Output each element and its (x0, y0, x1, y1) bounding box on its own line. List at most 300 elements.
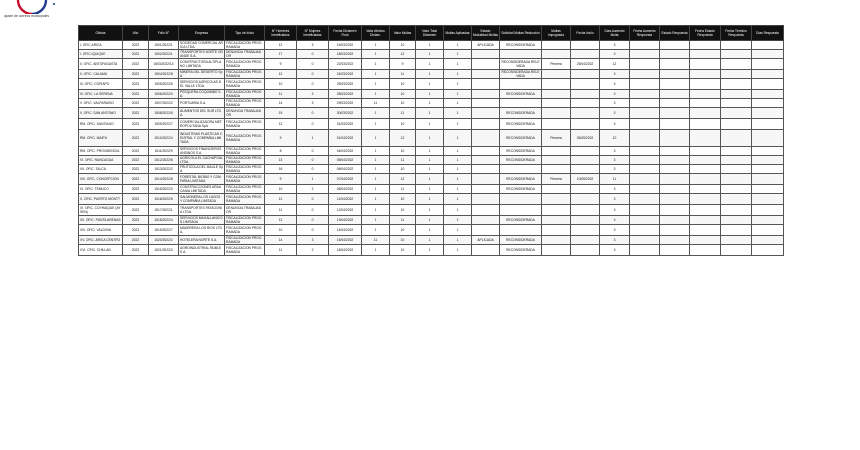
table-cell: 3 (600, 216, 630, 225)
table-cell (752, 236, 784, 245)
table-cell (571, 79, 600, 90)
table-cell (721, 225, 752, 236)
table-cell (500, 50, 542, 59)
table-cell: 2 (297, 245, 329, 256)
table-cell: 0 (297, 216, 329, 225)
table-cell: 1 (362, 119, 390, 130)
table-cell: 9 (265, 59, 297, 70)
table-cell (472, 79, 500, 90)
column-header: Estado Modalidad Multas (472, 26, 500, 41)
table-cell: 3 (600, 205, 630, 216)
table-cell: RECONSIDERADA RELEVADA (501, 60, 540, 68)
table-cell: 1520/2022/2 (149, 236, 179, 245)
table-cell (660, 50, 690, 59)
table-cell (472, 130, 500, 147)
table-cell: 18/04/2022 (329, 245, 362, 256)
table-cell: VI. OFIC. RANCAGUA (79, 156, 123, 165)
table-cell: FORESTAL BIOBIO Y COMPAÑIA LIMITADA (179, 174, 225, 185)
table-cell: 1 (416, 216, 444, 225)
table-cell: 1504/2022/8 (149, 70, 179, 79)
column-header: Solicitud Multas Reducción (500, 26, 542, 41)
table-cell: 1 (362, 79, 390, 90)
table-cell (752, 216, 784, 225)
table-cell: 14 (265, 236, 297, 245)
table-cell (690, 147, 721, 156)
table-cell (721, 165, 752, 174)
table-cell: 30/03/2022 (329, 108, 362, 119)
table-cell (500, 99, 542, 108)
table-cell (690, 216, 721, 225)
table-cell (721, 205, 752, 216)
table-cell (472, 156, 500, 165)
table-cell: FISCALIZACION PROGRAMADA (225, 216, 265, 225)
table-cell: 11 (390, 108, 416, 119)
table-row (79, 156, 784, 165)
table-cell (690, 70, 721, 79)
table-cell (721, 174, 752, 185)
table-cell: 29/03/2022 (329, 99, 362, 108)
table-cell (721, 90, 752, 99)
table-cell (690, 194, 721, 205)
table-cell: 1 (444, 119, 472, 130)
table-cell: 12 (390, 50, 416, 59)
table-cell: 31/03/2022 (329, 119, 362, 130)
column-header: Días Aumento Multa (600, 26, 630, 41)
table-cell: 01/04/2022 (329, 130, 362, 147)
table-cell: 1 (416, 50, 444, 59)
table-cell (721, 245, 752, 256)
table-cell: RECONSIDERADA (500, 185, 542, 194)
table-cell (690, 225, 721, 236)
table-cell (752, 205, 784, 216)
table-cell: RECONSIDERADA (500, 130, 542, 147)
table-cell: SOCIEDAD COMERCIAL ARICA LTDA. (180, 41, 223, 49)
table-cell: RECONSIDERADA (500, 90, 542, 99)
table-cell: 1 (362, 90, 390, 99)
table-cell: 1 (444, 225, 472, 236)
table-row (79, 194, 784, 205)
table-cell (660, 59, 690, 70)
table-cell (571, 194, 600, 205)
table-cell: 0 (297, 50, 329, 59)
table-cell: 15/03/2022 (329, 41, 362, 50)
table-cell (752, 156, 784, 165)
table-cell (752, 99, 784, 108)
table-cell: 3 (600, 41, 630, 50)
table-cell (660, 156, 690, 165)
column-header: N° Hombres beneficiados (265, 26, 297, 41)
table-cell: MINERA DEL DESIERTO SpA (179, 70, 225, 79)
table-cell: 1 (362, 50, 390, 59)
column-header: Valor Afectos Dictam. (362, 26, 390, 41)
table-cell (542, 50, 571, 59)
table-cell: RECONSIDERADA (500, 108, 542, 119)
table-cell: 2022 (123, 90, 149, 99)
table-cell: FISCALIZACION PROGRAMADA (225, 99, 265, 108)
column-header: Tipo de Inicio (225, 26, 265, 41)
table-cell: FISCALIZACION PROGRAMADA (225, 119, 265, 130)
table-cell: 07/04/2022 (329, 174, 362, 185)
table-cell: FISCALIZACION PROGRAMADA (225, 59, 265, 70)
table-cell: 11/04/2022 (329, 194, 362, 205)
table-cell: FISCALIZACION PROGRAMADA (225, 130, 265, 147)
table-cell: 2022 (123, 130, 149, 147)
table-cell: 3 (600, 147, 630, 156)
table-cell: 1 (416, 165, 444, 174)
table-cell: 12 (265, 216, 297, 225)
table-cell: 2022 (123, 147, 149, 156)
table-cell: 12 (265, 119, 297, 130)
table-cell (630, 70, 660, 79)
table-cell: 3 (600, 236, 630, 245)
table-cell: 10 (390, 245, 416, 256)
table-cell: RECONSIDERADA (500, 119, 542, 130)
table-cell (630, 147, 660, 156)
table-cell: 2022 (123, 205, 149, 216)
table-cell: 3 (297, 99, 329, 108)
table-cell: 3 (600, 185, 630, 194)
table-cell (571, 205, 600, 216)
table-cell: 10 (390, 79, 416, 90)
table-cell (660, 216, 690, 225)
table-cell: 1 (444, 194, 472, 205)
table-cell: 3 (297, 236, 329, 245)
table-cell (690, 174, 721, 185)
table-cell: 12 (390, 130, 416, 147)
table-cell (690, 205, 721, 216)
table-cell: 10 (600, 130, 630, 147)
table-cell: 14 (265, 99, 297, 108)
table-cell (472, 165, 500, 174)
table-cell: XVI. OFIC. CHILLAN (79, 245, 123, 256)
table-cell: 9 (265, 130, 297, 147)
table-row (79, 50, 784, 59)
table-cell: 15 (265, 108, 297, 119)
table-cell (542, 185, 571, 194)
table-cell: 10 (265, 185, 297, 194)
table-cell: 1 (444, 156, 472, 165)
header-tagline: ajuste de correos municipales (4, 14, 50, 18)
table-cell: 1 (362, 70, 390, 79)
table-cell: 0 (297, 119, 329, 130)
table-cell (752, 119, 784, 130)
table-cell (721, 156, 752, 165)
table-cell: 1501/2022/1 (149, 41, 179, 50)
table-cell: 28/03/2022 (329, 90, 362, 99)
table-cell: 3 (297, 90, 329, 99)
table-cell: 1 (416, 245, 444, 256)
table-cell: 18/03/2022 (329, 50, 362, 59)
table-cell: FISCALIZACION PROGRAMADA (225, 90, 265, 99)
table-cell: 12 (265, 70, 297, 79)
table-cell: 0 (297, 79, 329, 90)
table-cell: 0 (297, 205, 329, 216)
table-row (79, 216, 784, 225)
column-header: Valor Multas (390, 26, 416, 41)
table-cell: 1 (416, 119, 444, 130)
table-cell (630, 41, 660, 50)
column-header: Días Respuesta (752, 26, 784, 41)
table-cell (571, 147, 600, 156)
table-cell: 2022 (123, 119, 149, 130)
table-cell: 2022 (123, 50, 149, 59)
table-cell (721, 50, 752, 59)
table-cell: 1506/2022/3 (149, 90, 179, 99)
table-cell: 1 (297, 130, 329, 147)
table-cell (500, 79, 542, 90)
table-cell: 1 (362, 194, 390, 205)
table-cell: RECONSIDERADA (500, 216, 542, 225)
table-cell (630, 50, 660, 59)
table-cell: MADERERA LOS RIOS LTDA. (179, 225, 225, 236)
table-cell (571, 185, 600, 194)
table-cell: XI. OFIC. COYHAIQUE (AYSEN) (80, 206, 121, 214)
table-cell (721, 99, 752, 108)
table-cell: VII. OFIC. TALCA (79, 165, 123, 174)
table-cell (660, 205, 690, 216)
table-cell: 1 (362, 185, 390, 194)
table-cell (660, 90, 690, 99)
table-cell (571, 225, 600, 236)
table-cell (660, 108, 690, 119)
table-cell: 1 (362, 41, 390, 50)
table-body (79, 41, 784, 256)
table-cell (630, 108, 660, 119)
table-cell: Primera (542, 174, 571, 185)
table-cell: AGROINDUSTRIAL ÑUBLE S.A. (179, 245, 225, 256)
column-header: Valor Total Dictamen (416, 26, 444, 41)
table-cell: FISCALIZACION PROGRAMADA (225, 225, 265, 236)
table-cell: 12 (265, 194, 297, 205)
table-cell: 1 (362, 205, 390, 216)
table-cell: 11 (390, 216, 416, 225)
table-cell: INDUSTRIAS PLASTICAS CENTRAL Y COMPAÑIA LIMITADA (179, 130, 225, 147)
table-cell: 2022 (123, 245, 149, 256)
table-cell (630, 79, 660, 90)
table-cell: V. OFIC. SAN ANTONIO (79, 108, 123, 119)
table-cell (721, 185, 752, 194)
table-cell: 1 (362, 108, 390, 119)
table-cell (472, 108, 500, 119)
table-cell (721, 70, 752, 79)
table-cell (660, 165, 690, 174)
table-cell (721, 130, 752, 147)
table-cell: 1 (362, 156, 390, 165)
table-cell (472, 174, 500, 185)
table-cell (542, 165, 571, 174)
table-cell (571, 70, 600, 79)
table-cell: 10 (390, 90, 416, 99)
table-cell: 1503/2022/14 (149, 59, 179, 70)
column-header: Fecha Término Respuesta (721, 26, 752, 41)
table-cell: FISCALIZACION PROGRAMADA (225, 185, 265, 194)
table-cell: 8 (265, 147, 297, 156)
table-cell: 1 (416, 225, 444, 236)
table-row (79, 174, 784, 185)
table-cell (571, 108, 600, 119)
table-cell: RECONSIDERADA (500, 245, 542, 256)
table-cell: 1 (444, 205, 472, 216)
table-cell (630, 185, 660, 194)
table-cell: 1 (444, 59, 472, 70)
table-cell (542, 119, 571, 130)
table-cell: 1507/2022/2 (149, 99, 179, 108)
table-cell: 0 (297, 59, 329, 70)
table-cell (752, 79, 784, 90)
table-cell: 1 (444, 70, 472, 79)
table-cell: 1515/2022/3 (149, 185, 179, 194)
table-cell: FISCALIZACION PROGRAMADA (225, 174, 265, 185)
table-cell: 0 (297, 194, 329, 205)
column-header: Estado Respuesta (660, 26, 690, 41)
table-cell: RECONSIDERADA (500, 41, 542, 50)
table-cell: PORTUARIA S.A. (179, 99, 225, 108)
table-row (79, 147, 784, 156)
table-cell: 1 (444, 108, 472, 119)
column-header: Fecha Inicio (571, 26, 600, 41)
table-cell: 1 (416, 185, 444, 194)
table-cell: RECONSIDERADA (500, 174, 542, 185)
table-cell (690, 156, 721, 165)
table-cell: 2022 (123, 194, 149, 205)
table-cell: 11 (390, 156, 416, 165)
table-cell: 16 (265, 165, 297, 174)
table-cell (571, 156, 600, 165)
table-cell: 1 (444, 99, 472, 108)
table-cell (542, 236, 571, 245)
table-cell: 10 (390, 194, 416, 205)
table-cell (752, 41, 784, 50)
table-cell: 10 (390, 41, 416, 50)
table-cell: 1511/2022/9 (149, 147, 179, 156)
table-cell (690, 165, 721, 174)
table-cell: 1 (416, 156, 444, 165)
table-cell: 2022 (123, 59, 149, 70)
table-cell: 2022 (123, 99, 149, 108)
table-cell: 1 (362, 147, 390, 156)
table-cell: 10 (390, 99, 416, 108)
table-cell: 1 (416, 130, 444, 147)
column-header: Oficina (79, 26, 123, 41)
table-cell: 2022 (123, 79, 149, 90)
table-cell (660, 79, 690, 90)
table-cell: APLICADA (472, 236, 500, 245)
table-cell (721, 119, 752, 130)
table-cell: 1 (416, 99, 444, 108)
table-cell: 3 (600, 156, 630, 165)
table-cell: 1 (362, 59, 390, 70)
table-cell (630, 205, 660, 216)
table-cell: 1521/2022/3 (149, 245, 179, 256)
table-cell: SERVICIOS AGRICOLAS DEL VALLE LTDA. (179, 79, 225, 90)
table-cell: 1 (362, 130, 390, 147)
table-cell (472, 216, 500, 225)
table-cell: 1 (444, 236, 472, 245)
table-cell: 0 (297, 108, 329, 119)
table-cell (472, 185, 500, 194)
table-cell (752, 70, 784, 79)
table-cell: 2022 (123, 156, 149, 165)
table-cell: 1 (444, 185, 472, 194)
table-cell (721, 216, 752, 225)
table-cell: 1 (444, 130, 472, 147)
table-cell: 25/03/2022 (329, 79, 362, 90)
table-cell: 1 (444, 79, 472, 90)
table-cell: 3 (600, 50, 630, 59)
table-cell: RM. OFIC. PROVIDENCIA (79, 147, 123, 156)
table-cell: 2022 (123, 185, 149, 194)
table-cell: 22/03/2022 (329, 59, 362, 70)
table-cell (690, 79, 721, 90)
table-cell: 25/04/2022 (571, 59, 600, 70)
table-cell: RM. OFIC. MAIPU (79, 130, 123, 147)
table-cell (752, 50, 784, 59)
table-cell: I. OFIC.ARICA (79, 41, 123, 50)
table-cell: II. OFIC. CALAMA (79, 70, 123, 79)
table-cell: 1 (416, 59, 444, 70)
table-cell (472, 50, 500, 59)
table-cell (630, 216, 660, 225)
table-cell: 1 (362, 225, 390, 236)
table-cell (752, 185, 784, 194)
table-cell: FISCALIZACION PROGRAMADA (225, 194, 265, 205)
table-cell: 10 (390, 225, 416, 236)
table-cell: 1 (416, 174, 444, 185)
table-cell: 08/04/2022 (329, 185, 362, 194)
table-cell: 1 (416, 205, 444, 216)
table-cell (571, 90, 600, 99)
table-cell: RECONSIDERADA RELEVADA (501, 70, 540, 78)
column-header: Multas Impugnada (542, 26, 571, 41)
table-cell: DENUNCIA TRABAJADOR (225, 205, 265, 216)
table-cell (542, 156, 571, 165)
table-cell (630, 99, 660, 108)
table-cell: 1 (444, 50, 472, 59)
table-cell (571, 245, 600, 256)
table-cell: III. OFIC. COPIAPO (79, 79, 123, 90)
table-cell: 1512/2022/6 (149, 156, 179, 165)
table-cell: 1 (416, 236, 444, 245)
table-cell (542, 216, 571, 225)
table-cell: 11 (390, 185, 416, 194)
table-row (79, 245, 784, 256)
column-header: N° Mujeres beneficiadas (297, 26, 329, 41)
table-row (79, 59, 784, 70)
table-cell (721, 236, 752, 245)
table-cell: FISCALIZACION PROGRAMADA (225, 245, 265, 256)
table-cell: COMERCIALIZADORA METROPOLITANA SpA (179, 119, 225, 130)
table-cell: TRANSPORTES PATAGONIA LTDA. (179, 205, 225, 216)
table-cell: 15/04/2022 (329, 236, 362, 245)
table-row (79, 205, 784, 216)
table-cell (542, 205, 571, 216)
table-cell: 1519/2022/7 (149, 225, 179, 236)
table-cell (472, 205, 500, 216)
table-cell (472, 119, 500, 130)
table-cell (660, 194, 690, 205)
table-row (79, 165, 784, 174)
table-cell: 1 (444, 165, 472, 174)
table-cell: 3 (600, 70, 630, 79)
table-cell (690, 130, 721, 147)
table-cell (500, 165, 542, 174)
table-cell: XIV. OFIC. VALDIVIA (79, 225, 123, 236)
table-cell: 1 (362, 165, 390, 174)
column-header: Multas Aplicadas (444, 26, 472, 41)
table-cell (472, 245, 500, 256)
table-cell: FISCALIZACION PROGRAMADA (225, 79, 265, 90)
table-cell: SERVICIOS MAGALLANICOS LIMITADA (180, 216, 223, 224)
